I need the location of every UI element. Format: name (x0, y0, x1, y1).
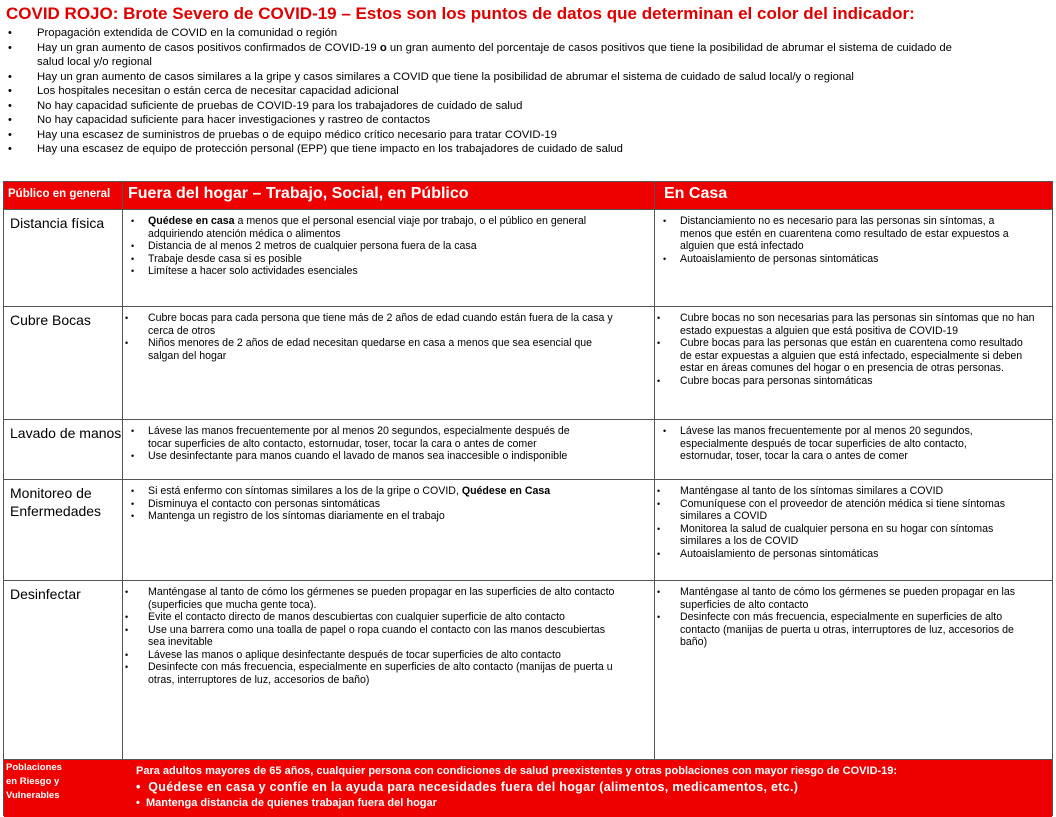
bullet-icon: • (125, 624, 129, 635)
row-divider (4, 419, 1052, 420)
cell-text: Disminuya el contacto con personas sintomáticas (148, 497, 380, 510)
bullet-icon: • (663, 216, 667, 226)
cell-text: (superficies que mucha gente toca). (148, 598, 317, 611)
row-label: Monitoreo de (10, 485, 92, 501)
bullet-icon: • (125, 313, 129, 323)
table-header-row (4, 182, 1052, 209)
vulnerable-populations-row (4, 759, 1052, 817)
column-divider (654, 182, 655, 759)
criteria-item: Los hospitales necesitan o están cerca de necesitar capacidad adicional (37, 85, 399, 97)
cell-text: Trabaje desde casa si es posible (148, 252, 302, 265)
row-divider (4, 580, 1052, 581)
bullet-icon: • (657, 587, 661, 597)
bullet-icon: • (131, 266, 135, 276)
header-general-public: Público en general (8, 188, 111, 200)
cell-text: Autoaislamiento de personas sintomáticas (680, 547, 879, 560)
cell-text: salgan del hogar (148, 349, 227, 362)
vulnerable-label: Vulnerables (6, 790, 60, 801)
cell-text: Cubre bocas no son necesarias para las personas sin síntomas que no han (680, 312, 1035, 324)
cell-text: Use una barrera como una toalla de papel o ropa cuando el contacto con las manos descubiertas (148, 623, 605, 636)
vulnerable-bullet-text: Quédese en casa y confíe en la ayuda para necesidades fuera del hogar (alimentos, medicamentos, etc.) (148, 780, 799, 794)
vulnerable-bullet: • Quédese en casa y confíe en la ayuda para necesidades fuera del hogar (alimentos, medicamentos, etc.) (136, 780, 799, 794)
bullet-icon: • (657, 498, 661, 509)
cell-text: Manténgase al tanto de los síntomas similares a COVID (680, 485, 944, 497)
vulnerable-bullet: • Mantenga distancia de quienes trabajan fuera del hogar (136, 797, 437, 809)
header-at-home: En Casa (664, 185, 728, 202)
row-divider (4, 479, 1052, 480)
bullet-icon: • (125, 612, 129, 622)
cell-text: Distanciamiento no es necesario para las personas sin síntomas, a (680, 215, 995, 227)
cell-text: Comuníquese con el proveedor de atención médica si tiene síntomas (680, 497, 1006, 510)
cell-text: Desinfecte con más frecuencia, especialmente en superficies de alto (680, 611, 1003, 623)
cell-text: Limítese a hacer solo actividades esenciales (148, 265, 358, 277)
bullet-icon: • (8, 128, 12, 141)
cell-text: Quédese en casa a menos que el personal esencial viaje por trabajo, o el público en general (148, 215, 587, 227)
cell-text: similares a los de COVID (680, 535, 799, 547)
cell-text: cerca de otros (148, 324, 216, 337)
vulnerable-label: Poblaciones (6, 762, 62, 773)
bullet-icon: • (131, 451, 135, 461)
bullet-icon: • (8, 114, 12, 126)
cell-text: alguien que está infectado (680, 240, 804, 252)
cell-text: Lávese las manos frecuentemente por al menos 20 segundos, especialmente después de (148, 425, 570, 437)
criteria-item: Hay un gran aumento de casos positivos confirmados de COVID-19 o un gran aumento del porcentaje de casos positivos que tiene la posibilidad de abrumar el sistema de cuidado de (37, 41, 952, 54)
cell-text: Desinfecte con más frecuencia, especialmente en superficies de alto contacto (manijas de puerta u (148, 661, 613, 673)
cell-text: Use desinfectante para manos cuando el lavado de manos sea inaccesible o indisponible (148, 450, 568, 462)
bullet-icon: • (657, 612, 661, 622)
cell-text: similares a COVID (680, 510, 768, 522)
bullet-icon: • (663, 426, 667, 436)
row-label: Cubre Bocas (10, 312, 91, 328)
bullet-icon: • (131, 241, 135, 251)
header-outside-home: Fuera del hogar – Trabajo, Social, en Público (128, 185, 469, 202)
criteria-item: Hay una escasez de equipo de protección personal (EPP) que tiene impacto en los trabajadores de cuidado de salud (37, 143, 623, 155)
page-title: COVID ROJO: Brote Severo de COVID-19 – Estos son los puntos de datos que determinan el color del indicador: (6, 4, 915, 23)
bullet-icon: • (131, 253, 135, 264)
bullet-icon: • (8, 143, 12, 155)
bullet-icon: • (131, 216, 135, 226)
column-divider (122, 182, 123, 759)
cell-text: Evite el contacto directo de manos descubiertas con cualquier superficie de alto contacto (148, 611, 565, 623)
cell-text: Cubre bocas para cada persona que tiene más de 2 años de edad cuando están fuera de la casa y (148, 312, 613, 324)
criteria-item: salud local y/o regional (37, 56, 152, 68)
bullet-icon: • (657, 338, 661, 348)
cell-text: Si está enfermo con síntomas similares a los de la gripe o COVID, Quédese en Casa (148, 485, 551, 497)
bullet-icon: • (657, 313, 661, 323)
bullet-icon: • (131, 511, 135, 521)
cell-text: tocar superficies de alto contacto, estornudar, toser, tocar la cara o antes de comer (148, 437, 537, 450)
bullet-icon: • (657, 486, 661, 496)
row-divider (4, 209, 1052, 210)
cell-text: Manténgase al tanto de cómo los gérmenes se pueden propagar en las superficies de alto contacto (148, 586, 615, 598)
bullet-icon: • (125, 587, 129, 597)
cell-text: especialmente después de tocar superficies de alto contacto, (680, 437, 967, 450)
cell-text: adquiriendo atención médica o alimentos (148, 227, 341, 240)
guidance-table (3, 181, 1053, 816)
criteria-item: Propagación extendida de COVID en la comunidad o región (37, 27, 338, 39)
row-label: Distancia física (10, 215, 105, 231)
cell-text: menos que estén en cuarentena como resultado de estar expuestos a (680, 227, 1009, 240)
row-label: Enfermedades (10, 503, 102, 519)
cell-text: sea inevitable (148, 636, 213, 648)
bullet-icon: • (125, 662, 129, 672)
bullet-icon: • (8, 85, 12, 97)
row-label: Desinfectar (10, 586, 81, 602)
bullet-icon: • (131, 486, 135, 496)
bullet-icon: • (125, 649, 129, 660)
cell-text: contacto (manijas de puerta u otras, interruptores de luz, accesorios de (680, 623, 1014, 636)
bullet-icon: • (663, 253, 667, 264)
cell-text: Lávese las manos o aplique desinfectante después de tocar superficies de alto contacto (148, 648, 561, 661)
cell-text: Niños menores de 2 años de edad necesitan quedarse en casa a menos que sea esencial que (148, 337, 593, 349)
criteria-item: No hay capacidad suficiente para hacer investigaciones y rastreo de contactos (37, 114, 431, 126)
cell-text: otras, interruptores de luz, accesorios de baño) (148, 673, 370, 686)
cell-text: Lávese las manos frecuentemente por al menos 20 segundos, (680, 425, 973, 437)
vulnerable-label: en Riesgo y (6, 776, 60, 787)
cell-text: baño) (680, 636, 708, 648)
vulnerable-bullet-text: Mantenga distancia de quienes trabajan fuera del hogar (145, 797, 437, 809)
bullet-icon: • (8, 27, 12, 39)
cell-text: Monitorea la salud de cualquier persona en su hogar con síntomas (680, 522, 994, 535)
cell-text: estar en áreas comunes del hogar o en presencia de otras personas. (680, 362, 1004, 374)
bullet-icon: • (8, 70, 12, 83)
cell-text: Manténgase al tanto de cómo los gérmenes se pueden propagar en las (680, 586, 1016, 598)
cell-text: Autoaislamiento de personas sintomáticas (680, 252, 879, 265)
bullet-icon: • (657, 375, 661, 386)
cell-text: Distancia de al menos 2 metros de cualquier persona fuera de la casa (148, 240, 477, 252)
cell-text: de estar expuestas a alguien que está infectado, especialmente si deben (680, 349, 1023, 362)
row-divider (4, 759, 1052, 760)
bullet-icon: • (657, 548, 661, 559)
bullet-icon: • (131, 498, 135, 509)
row-divider (4, 306, 1052, 307)
criteria-item: Hay una escasez de suministros de pruebas o de equipo médico crítico necesario para tratar COVID-19 (37, 128, 557, 141)
cell-text: estado expuestas a alguien que está positiva de COVID-19 (680, 324, 958, 337)
cell-text: Mantenga un registro de los síntomas diariamente en el trabajo (148, 510, 445, 522)
cell-text: estornudar, toser, tocar la cara o antes de comer (680, 450, 908, 462)
bullet-icon: • (131, 426, 135, 436)
criteria-item: Hay un gran aumento de casos similares a la gripe y casos similares a COVID que tiene la posibilidad de abrumar el sistema de cuidado de salud local/y o regional (37, 70, 854, 83)
bullet-icon: • (8, 99, 12, 112)
bullet-icon: • (657, 523, 661, 534)
cell-text: Cubre bocas para personas sintomáticas (680, 374, 873, 387)
bullet-icon: • (125, 338, 129, 348)
cell-text: superficies de alto contacto (680, 598, 809, 611)
cell-text: Cubre bocas para las personas que están en cuarentena como resultado (680, 337, 1023, 349)
row-label: Lavado de manos (10, 425, 122, 441)
criteria-item: No hay capacidad suficiente de pruebas de COVID-19 para los trabajadores de cuidado de salud (37, 99, 523, 112)
bullet-icon: • (8, 41, 12, 54)
vulnerable-intro: Para adultos mayores de 65 años, cualquier persona con condiciones de salud preexistentes y otras poblaciones con mayor riesgo de COVID-19: (136, 765, 898, 777)
